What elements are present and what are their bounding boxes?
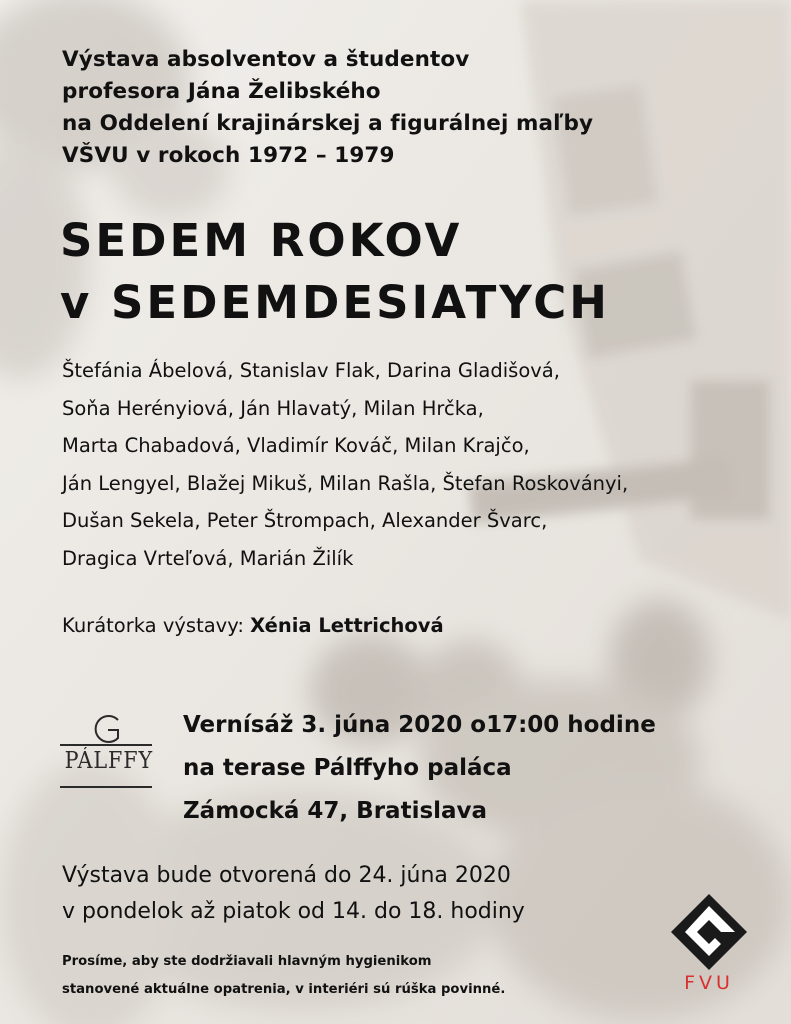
- artists-line: Štefánia Ábelová, Stanislav Flak, Darina Gladišová,: [62, 359, 560, 382]
- exhibition-title-line-2: v SEDEMDESIATYCH: [60, 276, 610, 329]
- curator-label: Kurátorka výstavy:: [62, 614, 244, 637]
- artists-line: Marta Chabadová, Vladimír Kováč, Milan Krajčo,: [62, 434, 530, 457]
- artists-line: Dušan Sekela, Peter Štrompach, Alexander Švarc,: [62, 509, 548, 532]
- intro-line: na Oddelení krajinárskej a figurálnej maľby: [62, 111, 594, 136]
- artists-line: Soňa Herényiová, Ján Hlavatý, Milan Hrčka,: [62, 396, 484, 420]
- opening-hours: [62, 858, 525, 930]
- palffy-rule-top: [60, 744, 152, 746]
- hygiene-note: [62, 948, 505, 1004]
- hygiene-note-line: stanovené aktuálne opatrenia, v interiéri sú rúška povinné.: [62, 982, 506, 997]
- fvu-logo: [669, 892, 749, 1002]
- curator-line: [62, 611, 444, 641]
- fvu-diamond-icon: [669, 892, 749, 972]
- exhibition-title-line-1: SEDEM ROKOV: [60, 214, 463, 267]
- intro-line: Výstava absolventov a študentov: [62, 47, 470, 72]
- opening-info: [183, 704, 656, 833]
- palffy-logo: [60, 708, 152, 794]
- opening-hours-line: v pondelok až piatok od 14. do 18. hodiny: [62, 899, 525, 924]
- opening-line: Vernísáž 3. júna 2020 o17:00 hodine: [183, 712, 656, 738]
- intro-block: [62, 44, 593, 172]
- palffy-rule-bottom: [60, 786, 152, 788]
- artists-line: Ján Lengyel, Blažej Mikuš, Milan Rašla, Štefan Roskoványi,: [62, 471, 629, 495]
- intro-line: profesora Jána Želibského: [62, 79, 381, 104]
- opening-line: Zámocká 47, Bratislava: [183, 798, 488, 824]
- curator-name: Xénia Lettrichová: [250, 614, 444, 637]
- fvu-wordmark: FVU: [684, 972, 734, 994]
- palffy-g-icon: [60, 708, 152, 748]
- opening-line: na terase Pálffyho paláca: [183, 755, 512, 781]
- artists-line: Dragica Vrteľová, Marián Žilík: [62, 546, 354, 570]
- intro-line: VŠVU v rokoch 1972 – 1979: [62, 143, 395, 168]
- hygiene-note-line: Prosíme, aby ste dodržiavali hlavným hygienikom: [62, 954, 432, 969]
- opening-hours-line: Výstava bude otvorená do 24. júna 2020: [62, 863, 511, 888]
- artists-list: [62, 352, 628, 577]
- palffy-wordmark: PÁLFFY: [64, 748, 154, 774]
